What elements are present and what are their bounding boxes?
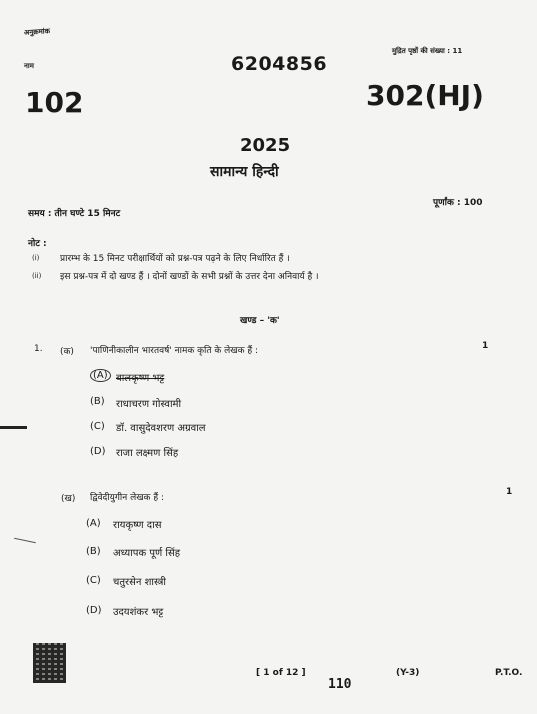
center-number: 102 (25, 86, 84, 119)
question-marks: 1 (482, 341, 489, 351)
barcode-image (33, 643, 66, 683)
paper-code: 302(HJ) (366, 79, 484, 112)
option-text: अध्यापक पूर्ण सिंह (113, 548, 181, 559)
question-text: 'पाणिनीकालीन भारतवर्ष' नामक कृति के लेखक हैं : (90, 346, 259, 356)
option-label: (C) (90, 421, 105, 432)
subject-title: सामान्य हिन्दी (210, 164, 279, 180)
question-marks: 1 (506, 487, 513, 497)
handwritten-number: 110 (328, 677, 352, 692)
option-label: (D) (86, 605, 102, 616)
option-text: चतुरसेन शास्त्री (113, 577, 167, 588)
option-text: बालकृष्ण भट्ट (116, 373, 165, 384)
note-item-text: इस प्रश्न-पत्र में दो खण्ड हैं । दोनों खण्डों के सभी प्रश्नों के उत्तर देना अनिवार्य है । (60, 272, 319, 282)
option-text: डॉ. वासुदेवशरण अग्रवाल (116, 423, 206, 434)
question-text: द्विवेदीयुगीन लेखक हैं : (90, 493, 165, 503)
scan-artifact-line (0, 426, 27, 429)
paper-serial-code: 6204856 (231, 53, 328, 75)
note-heading: नोट : (28, 239, 47, 249)
option-text: रायकृष्ण दास (113, 520, 162, 531)
page-indicator: [ 1 of 12 ] (256, 668, 306, 678)
scan-artifact-line-2 (14, 538, 36, 544)
question-sub-label: (ख) (61, 494, 76, 504)
option-label: (A) (90, 370, 111, 381)
option-text: उदयशंकर भट्ट (113, 607, 164, 618)
exam-year: 2025 (240, 135, 291, 156)
maximum-marks: पूर्णांक : 100 (433, 198, 483, 208)
roll-number-label: अनुक्रमांक (23, 27, 51, 37)
option-label: (B) (86, 546, 101, 557)
name-label: नाम (24, 62, 34, 70)
option-text: राधाचरण गोस्वामी (116, 399, 182, 410)
printed-pages-count: मुद्रित पृष्ठों की संख्या : 11 (392, 47, 463, 55)
option-label: (B) (90, 396, 105, 407)
option-label: (D) (90, 446, 106, 457)
note-item-number: (i) (32, 254, 40, 262)
please-turn-over: P.T.O. (495, 668, 523, 678)
section-title: खण्ड – 'क' (240, 316, 280, 326)
note-item-text: प्रारम्भ के 15 मिनट परीक्षार्थियों को प्रश्न-पत्र पढ़ने के लिए निर्धारित हैं । (60, 254, 290, 264)
option-text: राजा लक्ष्मण सिंह (116, 448, 179, 459)
note-item-number: (ii) (32, 272, 42, 280)
series-code: (Y-3) (396, 668, 420, 678)
option-label: (A) (86, 518, 101, 529)
question-sub-label: (क) (60, 347, 74, 357)
time-allowed: समय : तीन घण्टे 15 मिनट (28, 209, 121, 219)
option-label: (C) (86, 575, 101, 586)
question-number: 1. (34, 344, 43, 354)
